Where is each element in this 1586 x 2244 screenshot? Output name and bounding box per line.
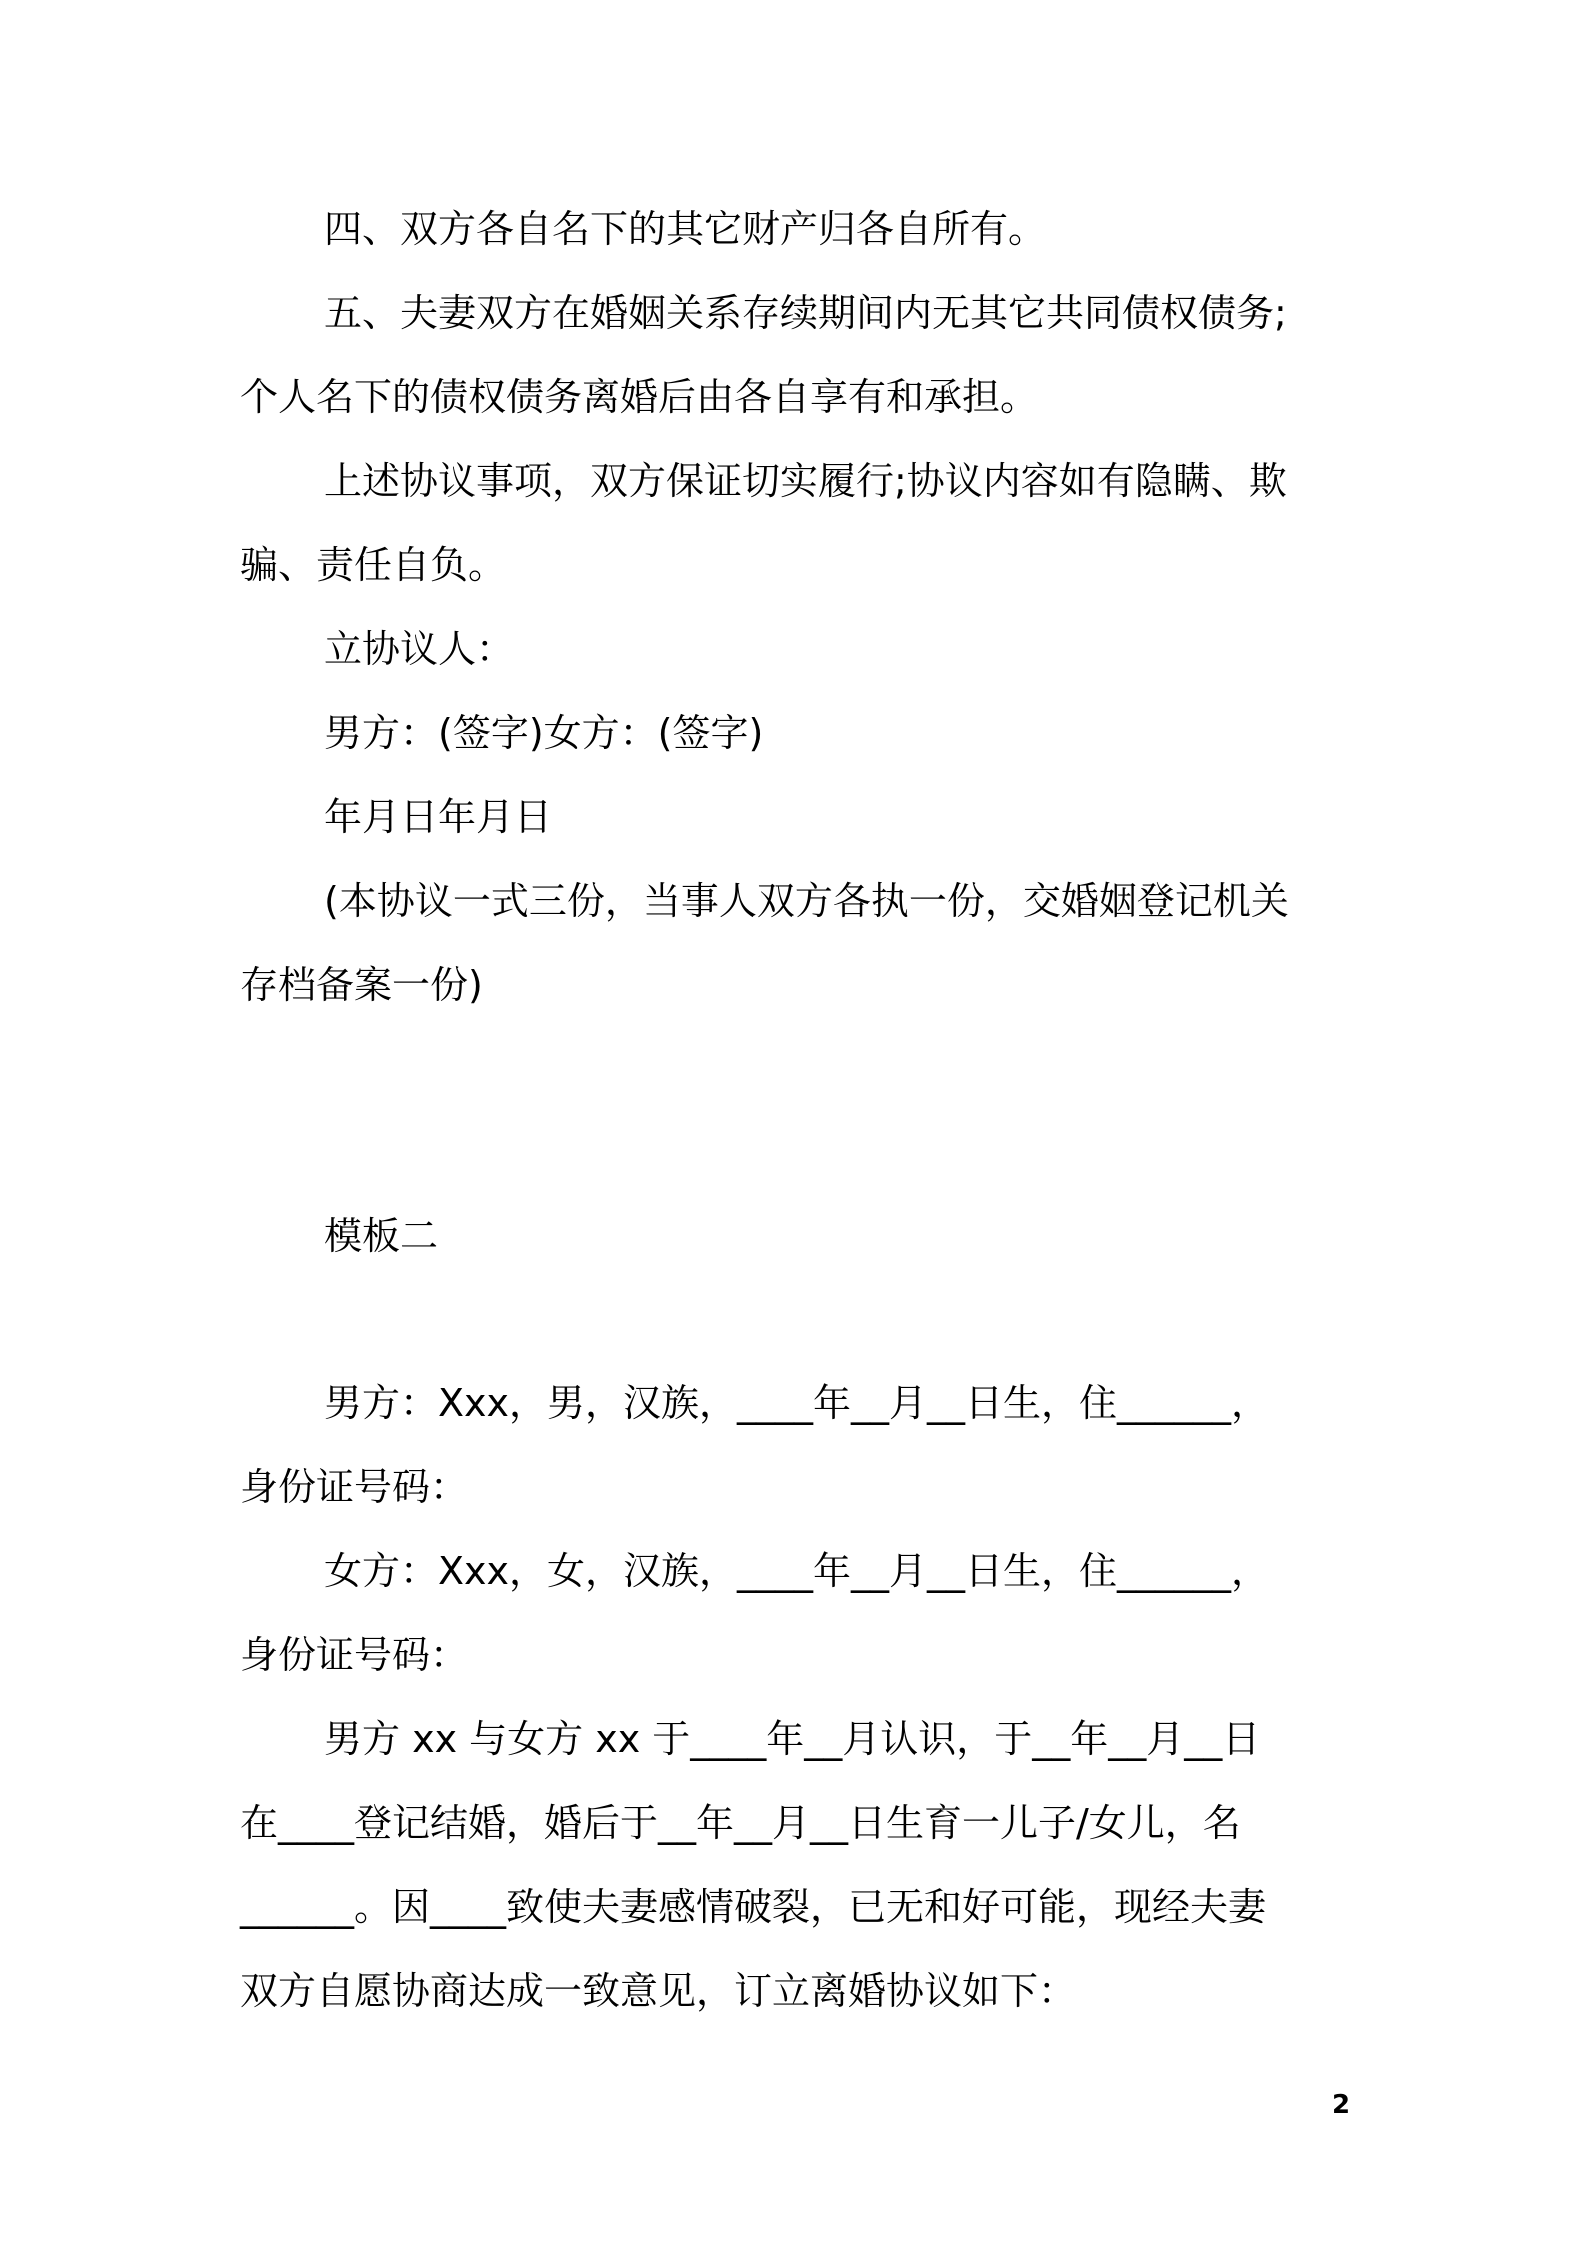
female-party-line: 女方：Xxx，女，汉族，____年__月__日生，住______， xyxy=(324,1549,1270,1593)
copies-note-line-2: 存档备案一份) xyxy=(240,963,483,1007)
male-id-line: 身份证号码： xyxy=(240,1465,469,1509)
agreement-statement-line-1: 上述协议事项，双方保证切实履行;协议内容如有隐瞒、欺 xyxy=(324,459,1287,503)
article-five-line-1: 五、夫妻双方在婚姻关系存续期间内无其它共同债权债务; xyxy=(324,291,1287,335)
signature-line: 男方：(签字)女方：(签字) xyxy=(324,711,764,755)
signatory-heading: 立协议人： xyxy=(324,627,515,671)
background-line-1: 男方 xx 与女方 xx 于____年__月认识，于__年__月__日 xyxy=(324,1717,1261,1761)
template-two-heading: 模板二 xyxy=(324,1214,439,1258)
article-five-line-2: 个人名下的债权债务离婚后由各自享有和承担。 xyxy=(240,375,1039,419)
copies-note-line-1: (本协议一式三份，当事人双方各执一份，交婚姻登记机关 xyxy=(324,879,1289,923)
agreement-statement-line-2: 骗、责任自负。 xyxy=(240,543,507,587)
article-four-line: 四、双方各自名下的其它财产归各自所有。 xyxy=(324,207,1047,251)
date-line: 年月日年月日 xyxy=(324,795,553,839)
page-number: 2 xyxy=(1332,2090,1351,2120)
female-id-line: 身份证号码： xyxy=(240,1633,469,1677)
background-line-4: 双方自愿协商达成一致意见，订立离婚协议如下： xyxy=(240,1969,1077,2013)
background-line-3: ______。因____致使夫妻感情破裂，已无和好可能，现经夫妻 xyxy=(240,1885,1267,1929)
background-line-2: 在____登记结婚，婚后于__年__月__日生育一儿子/女儿，名 xyxy=(240,1801,1241,1845)
male-party-line: 男方：Xxx，男，汉族，____年__月__日生，住______， xyxy=(324,1381,1270,1425)
